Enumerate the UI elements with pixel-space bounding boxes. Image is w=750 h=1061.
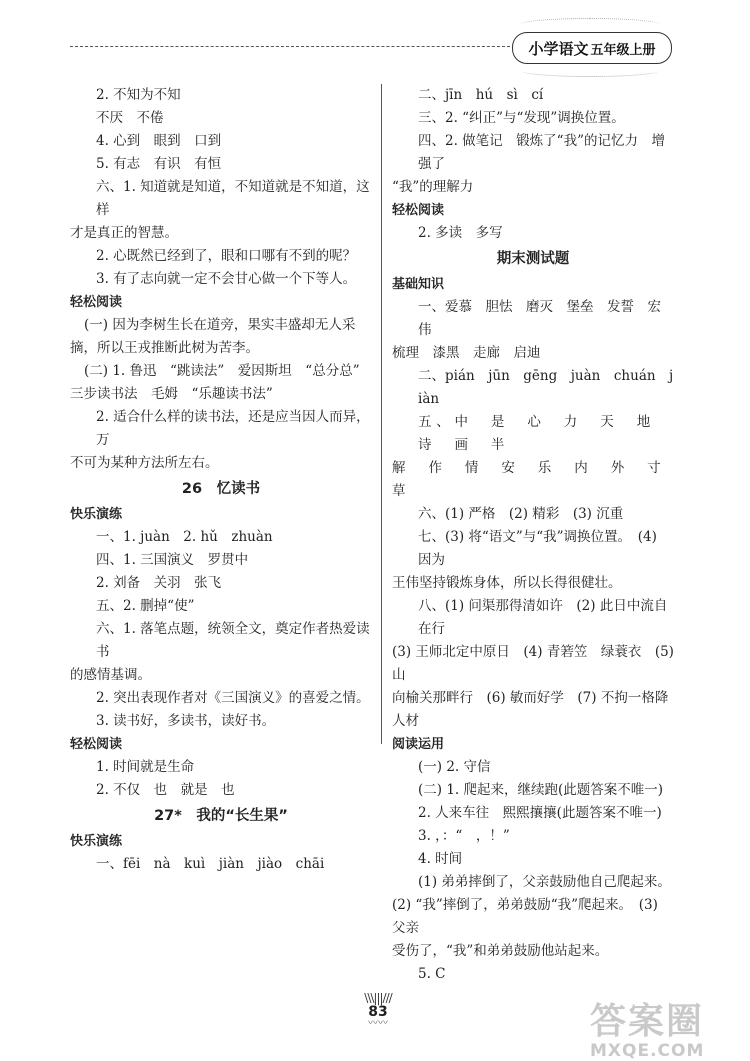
lesson-title: 期末测试题: [496, 251, 570, 267]
header-decoration-bottom: [520, 64, 660, 77]
section-heading: 阅读运用: [392, 737, 445, 752]
answer-line: 2. 人来车往 熙熙攘攘(此题答案不唯一): [418, 805, 662, 821]
answer-line: 不厌 不倦: [96, 110, 164, 126]
answer-line: 才是真正的智慧。: [70, 225, 178, 241]
page-number-block: [350, 992, 406, 1028]
header-title: 小学语文: [528, 39, 589, 58]
right-column: [392, 84, 684, 986]
wave-icon: 〰〰: [368, 1018, 388, 1029]
sun-rays-icon: \\\|||///: [364, 991, 392, 1005]
answer-line: 5. 有志 有识 有恒: [96, 156, 222, 172]
page-number: 83: [368, 1004, 388, 1020]
left-column: [70, 84, 372, 876]
answer-line: 梳理 漆黑 走廊 启迪: [392, 345, 541, 361]
answer-line: 王伟坚持锻炼身体，所以长得很健壮。: [392, 575, 622, 591]
answer-line: 1. 时间就是生命: [96, 759, 195, 775]
answer-line: (二) 1. 鲁迅 “跳读法” 爱因斯坦 “总分总”: [84, 363, 360, 379]
answer-line: (3) 王师北定中原日 (4) 青箬笠 绿蓑衣 (5) 山: [392, 644, 679, 683]
answer-line: 2. 不仅 也 就是 也: [96, 782, 235, 798]
answer-line: 2. 不知为不知: [96, 87, 181, 103]
header-decoration-top: [520, 18, 660, 31]
answer-line: 二、pián jūn gēng juàn chuán jiàn: [418, 368, 674, 407]
section-heading: 轻松阅读: [392, 203, 445, 218]
column-divider: [381, 84, 382, 744]
answer-line: 五、中 是 心 力 天 地 诗 画 半: [418, 414, 674, 453]
header-title-badge: [512, 32, 672, 64]
answer-line: 四、1. 三国演义 罗贯中: [96, 552, 249, 568]
answer-line: 4. 心到 眼到 口到: [96, 133, 222, 149]
answer-line: (1) 弟弟摔倒了，父亲鼓励他自己爬起来。: [418, 874, 671, 890]
answer-line: 二、jīn hú sì cí: [418, 87, 544, 103]
answer-line: 4. 时间: [418, 851, 463, 867]
answer-line: (二) 1. 爬起来，继续跑(此题答案不唯一): [418, 782, 664, 798]
section-heading: 快乐演练: [70, 507, 123, 522]
section-heading: 基础知识: [392, 277, 445, 292]
watermark: [590, 1002, 740, 1060]
header-dashed-rule: [70, 46, 510, 47]
answer-line: 不可为某种方法所左右。: [70, 455, 219, 471]
answer-line: 六、1. 落笔点题，统领全文，奠定作者热爱读书: [96, 621, 370, 660]
answer-line: (一) 因为李树生长在道旁，果实丰盛却无人采: [84, 317, 356, 333]
answer-line: 摘，所以王戎推断此树为苦李。: [70, 340, 259, 356]
answer-line: 八、(1) 问渠那得清如许 (2) 此日中流自在行: [418, 598, 668, 637]
section-heading: 轻松阅读: [70, 295, 123, 310]
answer-line: 向榆关那畔行 (6) 敏而好学 (7) 不拘一格降人材: [392, 690, 669, 729]
answer-line: 六、(1) 严格 (2) 精彩 (3) 沉重: [418, 506, 624, 522]
answer-line: 一、爱慕 胆怯 磨灭 堡垒 发誓 宏伟: [418, 299, 661, 338]
answer-line: 2. 突出表现作者对《三国演义》的喜爱之情。: [96, 690, 370, 706]
answer-line: 2. 多读 多写: [418, 225, 503, 241]
answer-line: 四、2. 做笔记 锻炼了“我”的记忆力 增强了: [418, 133, 665, 172]
answer-line: 3. 有了志向就一定不会甘心做一个下等人。: [96, 271, 357, 287]
section-heading: 快乐演练: [70, 834, 123, 849]
answer-line: 的感情基调。: [70, 667, 151, 683]
lesson-title: 26 忆读书: [181, 481, 261, 497]
answer-line: 一、1. juàn 2. hǔ zhuàn: [96, 529, 273, 545]
answer-line: (2) “我”摔倒了，弟弟鼓励“我”爬起来。 (3) 父亲: [392, 897, 663, 936]
watermark-logo: 答案圈: [590, 1001, 705, 1042]
answer-line: 2. 心既然已经到了，眼和口哪有不到的呢？: [96, 248, 357, 264]
answer-line: 3. ，：“ ，！”: [418, 828, 510, 844]
answer-line: 一、fēi nà kuì jiàn jiào chāi: [96, 856, 325, 872]
answer-line: 五、2. 删掉“使”: [96, 598, 195, 614]
answer-line: 三、2. “纠正”与“发现”调换位置。: [418, 110, 625, 126]
answer-line: 2. 适合什么样的读书法，还是应当因人而异，万: [96, 409, 370, 448]
header-subtitle: 五年级上册: [590, 42, 656, 58]
answer-line: 5. C: [418, 966, 446, 982]
answer-line: “我”的理解力: [392, 179, 474, 195]
answer-line: 3. 读书好，多读书，读好书。: [96, 713, 276, 729]
answer-line: 受伤了，“我”和弟弟鼓励他站起来。: [392, 943, 609, 959]
answer-line: 2. 刘备 关羽 张飞: [96, 575, 222, 591]
answer-line: 解 作 情 安 乐 内 外 寸 草: [392, 460, 684, 499]
answer-line: (一) 2. 守信: [418, 759, 491, 775]
answer-line: 三步读书法 毛姆 “乐趣读书法”: [70, 386, 273, 402]
answer-line: 七、(3) 将“语文”与“我”调换位置。 (4) 因为: [418, 529, 662, 568]
answer-line: 六、1. 知道就是知道，不知道就是不知道，这样: [96, 179, 370, 218]
watermark-url: MXQE.COM: [590, 1041, 705, 1061]
section-heading: 轻松阅读: [70, 737, 123, 752]
lesson-title: 27* 我的“长生果”: [154, 808, 288, 824]
